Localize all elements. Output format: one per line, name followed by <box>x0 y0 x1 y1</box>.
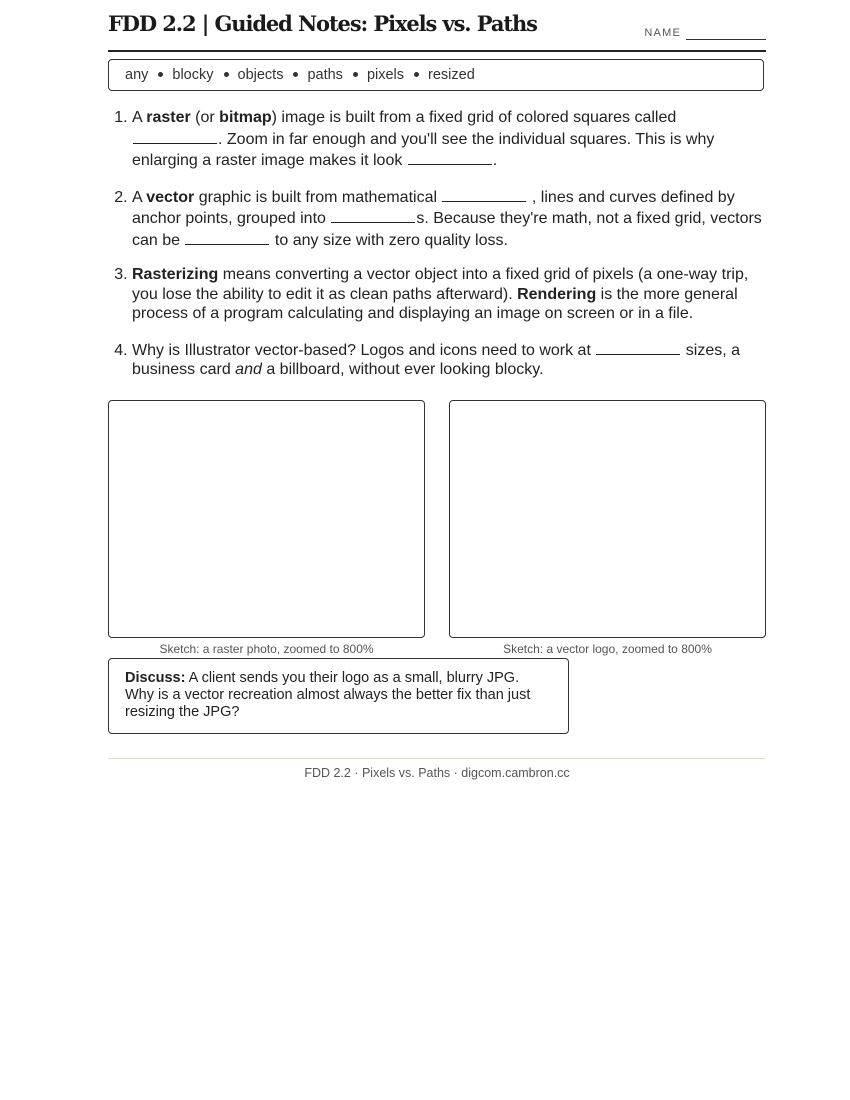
worksheet-page <box>108 0 766 780</box>
term-raster: raster <box>146 109 191 126</box>
worksheet-header <box>108 0 766 52</box>
term-rendering: Rendering <box>517 285 597 303</box>
discuss-box <box>108 658 569 734</box>
question-list <box>108 108 766 395</box>
raster-sketch-caption: Sketch: a raster photo, zoomed to 800% <box>159 642 374 656</box>
fill-blank[interactable] <box>408 149 492 165</box>
term-vector: vector <box>146 188 195 206</box>
word-bank-item: any <box>125 67 149 83</box>
question-2: 2. A vector graphic is built from mathematical , lines and curves defined by anchor points, grouped into s. Because they're math, not a fixed grid, vectors can be to any size with zero quality loss. <box>132 186 766 251</box>
word-bank-item: pixels <box>366 67 405 83</box>
bullet-separator <box>293 72 298 77</box>
word-bank-item: resized <box>428 67 475 83</box>
fill-blank[interactable] <box>185 229 269 245</box>
fill-blank[interactable] <box>331 207 415 223</box>
question-1: 1. A raster (or bitmap) image is built from a fixed grid of colored squares called . Zoom in far enough and you'll see the individual squares. This is why enlarging a raster image makes it look . <box>132 108 766 171</box>
question-3: 3. Rasterizing means converting a vector object into a fixed grid of pixels (a one-way trip, you lose the ability to edit it as clean paths afterward). Rendering is the more general process of a program calculating and displaying an image on screen or in a file. <box>132 265 766 324</box>
fill-blank[interactable] <box>442 186 526 202</box>
fill-blank[interactable] <box>133 128 217 144</box>
bullet-separator <box>158 72 163 77</box>
word-bank-item: paths <box>307 67 343 83</box>
word-bank-item: blocky <box>172 67 214 83</box>
bullet-separator <box>353 72 358 77</box>
footer-divider <box>108 758 766 759</box>
raster-sketch-box[interactable] <box>108 400 425 638</box>
bullet-separator <box>224 72 229 77</box>
page-title: FDD 2.2 | Guided Notes: Pixels vs. Paths <box>108 11 537 36</box>
question-4: 4. Why is Illustrator vector-based? Logos and icons need to work at sizes, a business card and a billboard, without ever looking blocky. <box>132 339 766 380</box>
emphasis-and: and <box>235 361 262 378</box>
term-bitmap: bitmap <box>219 109 272 126</box>
name-blank <box>686 29 766 40</box>
name-field <box>644 27 766 40</box>
discuss-text: A client sends you their logo as a small, blurry JPG. Why is a vector recreation almost always the better fix than just resizing the JPG? <box>125 670 531 720</box>
fill-blank[interactable] <box>596 339 680 355</box>
word-bank <box>108 59 764 91</box>
term-rasterizing: Rasterizing <box>132 266 219 283</box>
vector-sketch-caption: Sketch: a vector logo, zoomed to 800% <box>503 642 712 656</box>
name-label: NAME <box>644 27 681 39</box>
discuss-label: Discuss: <box>125 670 186 686</box>
bullet-separator <box>414 72 419 77</box>
footer-text: FDD 2.2 · Pixels vs. Paths · digcom.cambron.cc <box>304 766 570 780</box>
word-bank-item: objects <box>237 67 284 83</box>
vector-sketch-box[interactable] <box>449 400 766 638</box>
